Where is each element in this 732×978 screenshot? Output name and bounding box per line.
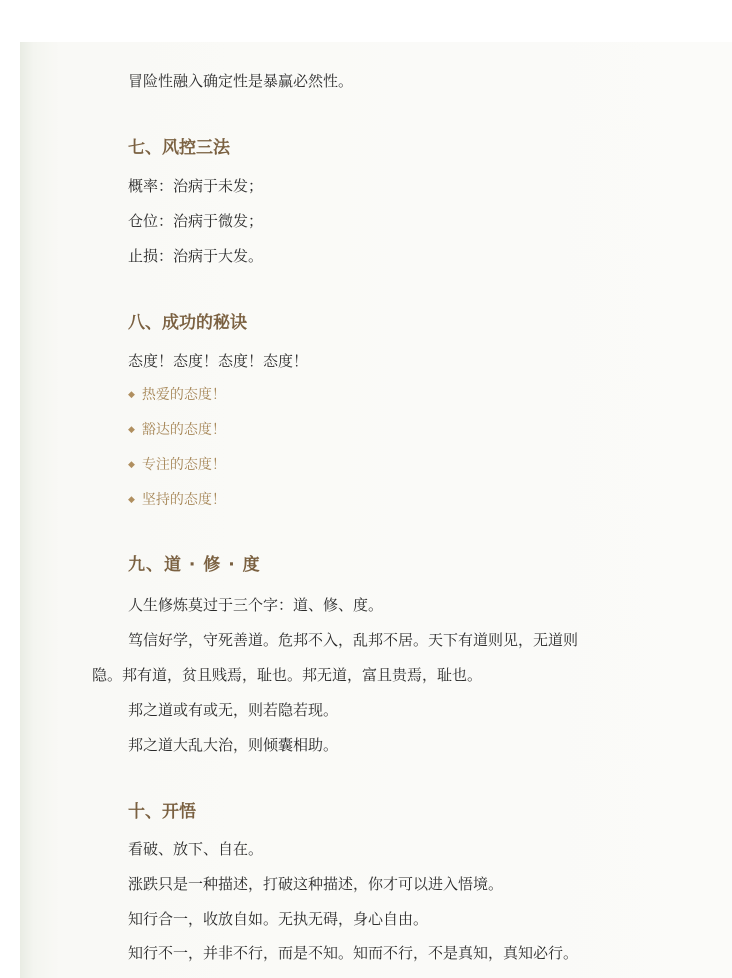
section-8-bullet-4: [128, 489, 226, 509]
diamond-bullet-icon: ◆: [128, 390, 135, 400]
section-10-line-2: 涨跌只是一种描述，打破这种描述，你才可以进入悟境。: [128, 875, 504, 893]
bullet-text: 专注的态度！: [141, 457, 226, 473]
section-10-line-4: 知行不一，并非不行，而是不知。知而不行，不是真知，真知必行。: [128, 944, 579, 962]
section-9-line-4: 邦之道或有或无，则若隐若现。: [128, 701, 339, 719]
section-9-line-2: 笃信好学，守死善道。危邦不入，乱邦不居。天下有道则见，无道则: [128, 631, 579, 649]
section-8-bullet-2: [128, 419, 226, 439]
section-9-line-1: 人生修炼莫过于三个字：道、修、度。: [128, 596, 384, 614]
section-10-line-1: 看破、放下、自在。: [128, 840, 264, 858]
bullet-text: 豁达的态度！: [141, 422, 226, 438]
section-7-line-3: 止损：治病于大发。: [128, 247, 264, 265]
section-7-heading: 七、风控三法: [128, 138, 230, 158]
diamond-bullet-icon: ◆: [128, 460, 135, 470]
book-page: [20, 42, 732, 978]
section-7-line-2: 仓位：治病于微发；: [128, 212, 264, 230]
top-margin: [0, 0, 732, 42]
diamond-bullet-icon: ◆: [128, 495, 135, 505]
section-8-bullet-1: [128, 384, 226, 404]
section-8-heading: 八、成功的秘诀: [128, 313, 247, 333]
bullet-text: 坚持的态度！: [141, 492, 226, 508]
section-9-line-5: 邦之道大乱大治，则倾囊相助。: [128, 736, 339, 754]
section-8-line: 态度！态度！态度！态度！: [128, 352, 309, 370]
section-10-heading: 十、开悟: [128, 802, 196, 822]
section-9-heading: 九、道 · 修 · 度: [128, 555, 261, 575]
section-8-bullet-3: [128, 454, 226, 474]
section-7-line-1: 概率：治病于未发；: [128, 177, 264, 195]
section-9-line-3: 隐。邦有道，贫且贱焉，耻也。邦无道，富且贵焉，耻也。: [92, 666, 483, 684]
intro-line: 冒险性融入确定性是暴赢必然性。: [128, 72, 354, 90]
diamond-bullet-icon: ◆: [128, 425, 135, 435]
bullet-text: 热爱的态度！: [141, 387, 226, 403]
section-10-line-3: 知行合一，收放自如。无执无碍，身心自由。: [128, 910, 429, 928]
